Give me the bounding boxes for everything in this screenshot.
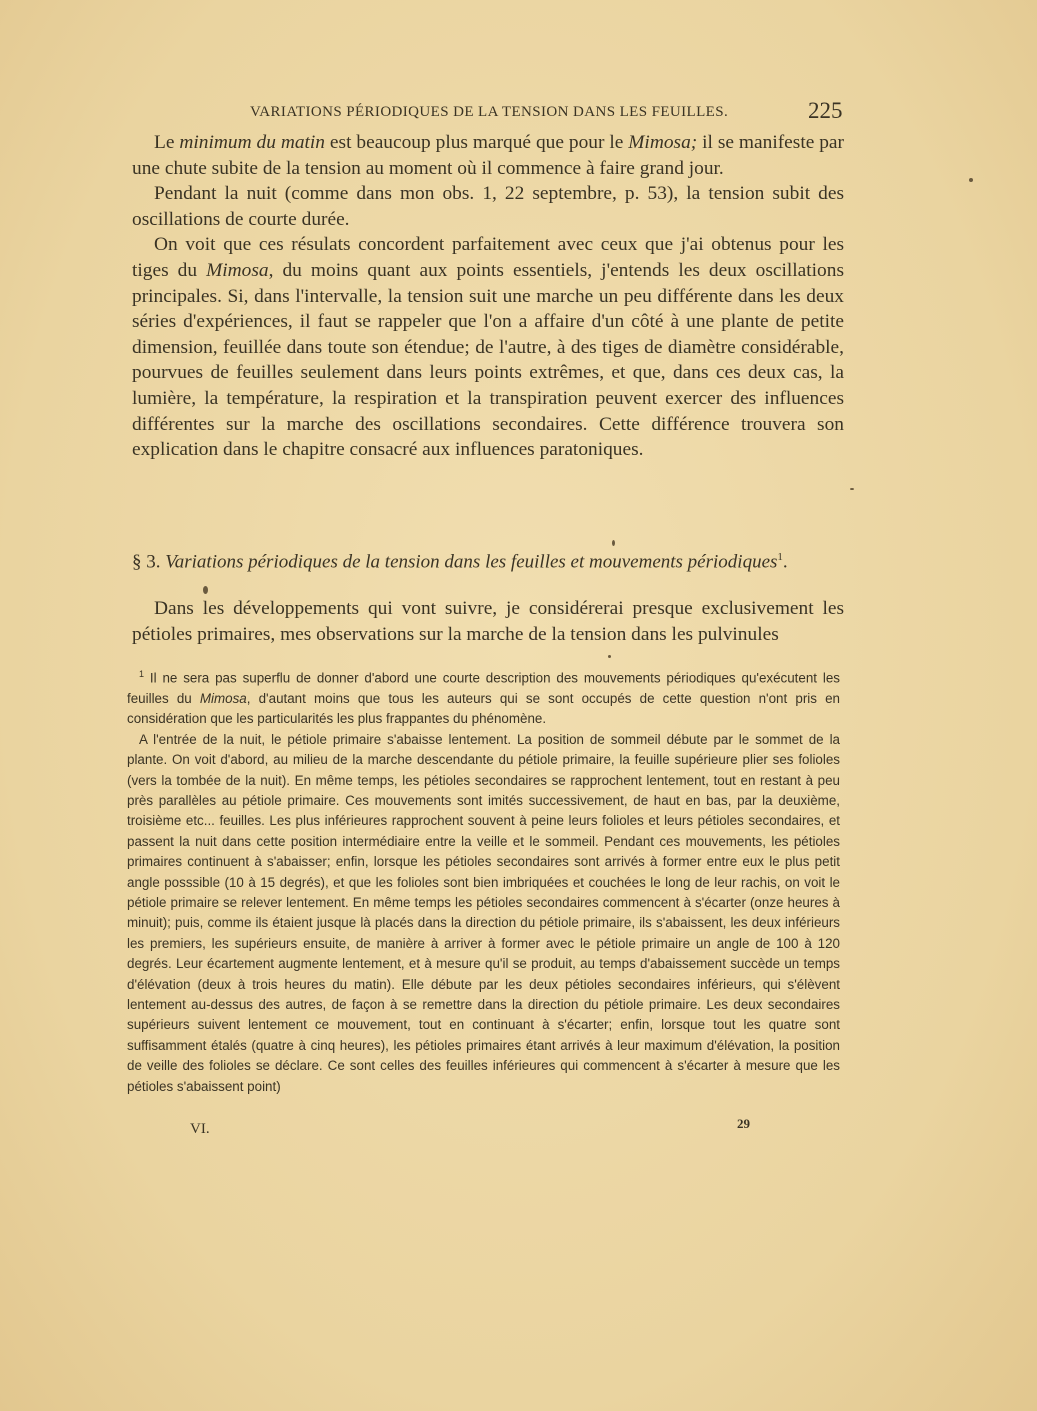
volume-signature: VI. bbox=[190, 1121, 210, 1137]
gathering-number: 29 bbox=[737, 1116, 750, 1131]
paragraph-4: Dans les développements qui vont suivre, je considérerai presque exclusivement les pétioles primaires, mes observations sur la marche de la tension dans les pulvinules bbox=[132, 598, 844, 645]
ink-speck bbox=[850, 488, 854, 490]
ink-speck bbox=[612, 540, 615, 546]
running-header: VARIATIONS PÉRIODIQUES DE LA TENSION DANS LES FEUILLES. bbox=[250, 104, 729, 120]
paragraph-3: On voit que ces résulats concordent parfaitement avec ceux que j'ai obtenus pour les tiges du Mimosa, du moins quant aux points essentiels, j'entends les deux oscillations principales. Si, dans l'intervalle, la tension suit une marche un peu différente dans les deux séries d'expériences, il faut se rappeler que l'on a affaire d'un côté à une plante de petite dimension, feuillée dans toute son étendue; de l'autre, à des tiges de diamètre considérable, pourvues de feuilles seulement dans leurs points extrêmes, et que, dans ces deux cas, la lumière, la température, la respiration et la transpiration peuvent exercer des influences différentes sur la marche des oscillations secondaires. Cette différence trouvera son explication dans le chapitre consacré aux influences paratoniques. bbox=[132, 234, 844, 461]
page-number: 225 bbox=[808, 98, 843, 123]
ink-speck bbox=[608, 655, 611, 658]
main-text bbox=[132, 130, 844, 463]
footnote-1: $^1$ Il ne sera pas superflu de donner d'abord une courte description des mouvements périodiques qu'exécutent les feuilles du Mimosa, d'autant moins que tous les auteurs qui se sont occupés de cette question n'ont pris en considération que les particularités les plus frappantes du phénomène. bbox=[127, 669, 840, 727]
paragraph-1: Le minimum du matin est beaucoup plus marqué que pour le Mimosa; il se manifeste par une chute subite de la tension au moment où il commence à faire grand jour. bbox=[132, 132, 845, 179]
footnote bbox=[127, 664, 840, 1097]
section-text bbox=[132, 596, 844, 647]
ink-speck bbox=[203, 586, 208, 594]
ink-speck bbox=[969, 178, 973, 182]
paragraph-2: Pendant la nuit (comme dans mon obs. 1, 22 septembre, p. 53), la tension subit des oscillations de courte durée. bbox=[132, 183, 844, 230]
section-heading: § 3. Variations périodiques de la tension dans les feuilles et mouvements périodiques$^1$. bbox=[132, 551, 788, 573]
footnote-2: A l'entrée de la nuit, le pétiole primaire s'abaisse lentement. La position de sommeil débute par le sommet de la plante. On voit d'abord, au milieu de la marche descendante du pétiole primaire, la feuille supérieure plier ses folioles (vers la tombée de la nuit). En même temps, les pétioles secondaires se rapprochent lentement, tout en restant à peu près parallèles au pétiole primaire. Ces mouvements sont imités successivement, de haut en bas, par la deuxième, troisième etc... feuilles. Les plus inférieures rapprochent souvent à peine leurs folioles et leurs pétioles secondaires, et passent la nuit dans cette position intermédiaire entre la veille et le sommeil. Pendant ces mouvements, les pétioles primaires continuent à s'abaisser; enfin, lorsque les pétioles secondaires sont arrivés à former entre eux le plus petit angle posssible (10 à 15 degrés), et que les folioles sont bien imbriquées et couchées le long de leur rachis, on voit le pétiole primaire se relever lentement. En même temps les pétioles secondaires commencent à s'écarter (onze heures à minuit); puis, comme ils étaient jusque là placés dans la direction du pétiole primaire, ils s'abaissent, les deux inférieurs les premiers, les supérieurs ensuite, de manière à arriver à former avec le pétiole primaire un angle de 100 à 120 degrés. Leur écartement augmente lentement, et à mesure qu'il se produit, au temps d'abaissement succède un temps d'élévation (deux à trois heures du matin). Elle débute par les deux pétioles secondaires inférieurs, qui s'élèvent lentement au-dessus des autres, de façon à se remettre dans la direction du pétiole primaire. Les deux secondaires supérieurs suivent lentement ce mouvement, tout en continuant à s'écarter; enfin, lorsque tout les quatre sont suffisamment étalés (quatre à cinq heures), les pétioles primaires étant arrivés à leur maximum d'élévation, la position de veille des folioles se déclare. Ce sont celles des feuilles inférieures qui commencent à s'écarter à mesure que les pétioles s'abaissent point) bbox=[127, 731, 840, 1094]
